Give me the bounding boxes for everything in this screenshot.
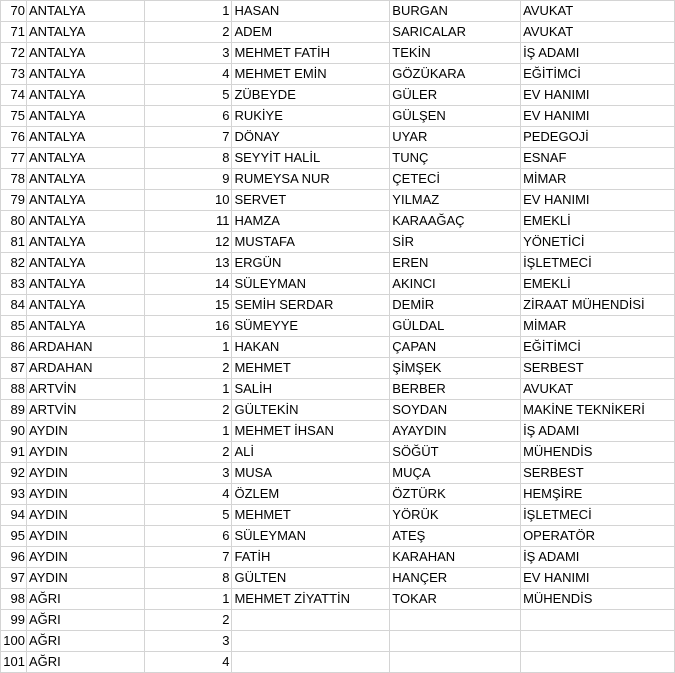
- city-cell[interactable]: ANTALYA: [26, 211, 144, 232]
- table-row: [1, 295, 675, 316]
- row-number-cell[interactable]: 76: [1, 127, 27, 148]
- last-name-cell[interactable]: BERBER: [390, 379, 521, 400]
- occupation-cell[interactable]: İŞLETMECİ: [521, 253, 675, 274]
- sequence-cell[interactable]: 1: [144, 421, 232, 442]
- first-name-cell[interactable]: MEHMET İHSAN: [232, 421, 390, 442]
- last-name-cell[interactable]: ATEŞ: [390, 526, 521, 547]
- occupation-cell[interactable]: MAKİNE TEKNİKERİ: [521, 400, 675, 421]
- occupation-cell[interactable]: OPERATÖR: [521, 526, 675, 547]
- last-name-cell[interactable]: [390, 631, 521, 652]
- occupation-cell[interactable]: EMEKLİ: [521, 211, 675, 232]
- city-cell[interactable]: AYDIN: [26, 463, 144, 484]
- occupation-cell[interactable]: AVUKAT: [521, 379, 675, 400]
- row-number-cell[interactable]: 85: [1, 316, 27, 337]
- table-row: [1, 190, 675, 211]
- city-cell[interactable]: AĞRI: [26, 631, 144, 652]
- table-row: [1, 379, 675, 400]
- sequence-cell[interactable]: 4: [144, 64, 232, 85]
- first-name-cell[interactable]: [232, 652, 390, 673]
- sequence-cell[interactable]: 2: [144, 442, 232, 463]
- first-name-cell[interactable]: MUSTAFA: [232, 232, 390, 253]
- first-name-cell[interactable]: SEYYİT HALİL: [232, 148, 390, 169]
- first-name-cell[interactable]: RUKİYE: [232, 106, 390, 127]
- sequence-cell[interactable]: 16: [144, 316, 232, 337]
- first-name-cell[interactable]: SEMİH SERDAR: [232, 295, 390, 316]
- row-number-cell[interactable]: 80: [1, 211, 27, 232]
- first-name-cell[interactable]: SALİH: [232, 379, 390, 400]
- city-cell[interactable]: ARDAHAN: [26, 358, 144, 379]
- occupation-cell[interactable]: MİMAR: [521, 316, 675, 337]
- first-name-cell[interactable]: HASAN: [232, 1, 390, 22]
- last-name-cell[interactable]: KARAHAN: [390, 547, 521, 568]
- city-cell[interactable]: ANTALYA: [26, 148, 144, 169]
- last-name-cell[interactable]: SOYDAN: [390, 400, 521, 421]
- sequence-cell[interactable]: 5: [144, 505, 232, 526]
- last-name-cell[interactable]: ÇETECİ: [390, 169, 521, 190]
- row-number-cell[interactable]: 78: [1, 169, 27, 190]
- occupation-cell[interactable]: [521, 652, 675, 673]
- occupation-cell[interactable]: [521, 631, 675, 652]
- table-row: [1, 127, 675, 148]
- last-name-cell[interactable]: SİR: [390, 232, 521, 253]
- last-name-cell[interactable]: SARICALAR: [390, 22, 521, 43]
- sequence-cell[interactable]: 11: [144, 211, 232, 232]
- sequence-cell[interactable]: 10: [144, 190, 232, 211]
- city-cell[interactable]: AYDIN: [26, 484, 144, 505]
- occupation-cell[interactable]: EMEKLİ: [521, 274, 675, 295]
- occupation-cell[interactable]: İŞ ADAMI: [521, 547, 675, 568]
- row-number-cell[interactable]: 84: [1, 295, 27, 316]
- city-cell[interactable]: ANTALYA: [26, 295, 144, 316]
- occupation-cell[interactable]: HEMŞİRE: [521, 484, 675, 505]
- occupation-cell[interactable]: EV HANIMI: [521, 568, 675, 589]
- row-number-cell[interactable]: 95: [1, 526, 27, 547]
- last-name-cell[interactable]: [390, 652, 521, 673]
- city-cell[interactable]: ANTALYA: [26, 43, 144, 64]
- last-name-cell[interactable]: TOKAR: [390, 589, 521, 610]
- row-number-cell[interactable]: 89: [1, 400, 27, 421]
- city-cell[interactable]: ANTALYA: [26, 127, 144, 148]
- sequence-cell[interactable]: 14: [144, 274, 232, 295]
- first-name-cell[interactable]: MEHMET: [232, 505, 390, 526]
- occupation-cell[interactable]: AVUKAT: [521, 1, 675, 22]
- city-cell[interactable]: ANTALYA: [26, 64, 144, 85]
- table-row: [1, 43, 675, 64]
- table-row: [1, 64, 675, 85]
- last-name-cell[interactable]: TEKİN: [390, 43, 521, 64]
- last-name-cell[interactable]: GÜLDAL: [390, 316, 521, 337]
- city-cell[interactable]: ANTALYA: [26, 106, 144, 127]
- city-cell[interactable]: ANTALYA: [26, 253, 144, 274]
- last-name-cell[interactable]: ÇAPAN: [390, 337, 521, 358]
- row-number-cell[interactable]: 77: [1, 148, 27, 169]
- first-name-cell[interactable]: MEHMET EMİN: [232, 64, 390, 85]
- first-name-cell[interactable]: ALİ: [232, 442, 390, 463]
- last-name-cell[interactable]: SÖĞÜT: [390, 442, 521, 463]
- city-cell[interactable]: ANTALYA: [26, 232, 144, 253]
- last-name-cell[interactable]: ÖZTÜRK: [390, 484, 521, 505]
- occupation-cell[interactable]: EV HANIMI: [521, 190, 675, 211]
- sequence-cell[interactable]: 8: [144, 568, 232, 589]
- row-number-cell[interactable]: 70: [1, 1, 27, 22]
- sequence-cell[interactable]: 15: [144, 295, 232, 316]
- sequence-cell[interactable]: 8: [144, 148, 232, 169]
- sequence-cell[interactable]: 3: [144, 43, 232, 64]
- occupation-cell[interactable]: PEDEGOJİ: [521, 127, 675, 148]
- city-cell[interactable]: AĞRI: [26, 589, 144, 610]
- last-name-cell[interactable]: GÖZÜKARA: [390, 64, 521, 85]
- last-name-cell[interactable]: TUNÇ: [390, 148, 521, 169]
- sequence-cell[interactable]: 1: [144, 1, 232, 22]
- first-name-cell[interactable]: SÜLEYMAN: [232, 274, 390, 295]
- table-row: [1, 589, 675, 610]
- last-name-cell[interactable]: EREN: [390, 253, 521, 274]
- city-cell[interactable]: ANTALYA: [26, 169, 144, 190]
- row-number-cell[interactable]: 87: [1, 358, 27, 379]
- first-name-cell[interactable]: FATİH: [232, 547, 390, 568]
- first-name-cell[interactable]: ZÜBEYDE: [232, 85, 390, 106]
- row-number-cell[interactable]: 74: [1, 85, 27, 106]
- sequence-cell[interactable]: 2: [144, 400, 232, 421]
- table-row: [1, 484, 675, 505]
- city-cell[interactable]: AYDIN: [26, 568, 144, 589]
- city-cell[interactable]: ARTVİN: [26, 400, 144, 421]
- table-row: [1, 169, 675, 190]
- city-cell[interactable]: AĞRI: [26, 610, 144, 631]
- table-row: [1, 652, 675, 673]
- row-number-cell[interactable]: 101: [1, 652, 27, 673]
- occupation-cell[interactable]: YÖNETİCİ: [521, 232, 675, 253]
- last-name-cell[interactable]: KARAAĞAÇ: [390, 211, 521, 232]
- first-name-cell[interactable]: MEHMET FATİH: [232, 43, 390, 64]
- table-row: [1, 631, 675, 652]
- city-cell[interactable]: ARTVİN: [26, 379, 144, 400]
- row-number-cell[interactable]: 86: [1, 337, 27, 358]
- first-name-cell[interactable]: MEHMET: [232, 358, 390, 379]
- first-name-cell[interactable]: MUSA: [232, 463, 390, 484]
- row-number-cell[interactable]: 99: [1, 610, 27, 631]
- occupation-cell[interactable]: ESNAF: [521, 148, 675, 169]
- table-row: [1, 337, 675, 358]
- last-name-cell[interactable]: AKINCI: [390, 274, 521, 295]
- last-name-cell[interactable]: YÖRÜK: [390, 505, 521, 526]
- last-name-cell[interactable]: HANÇER: [390, 568, 521, 589]
- last-name-cell[interactable]: BURGAN: [390, 1, 521, 22]
- sequence-cell[interactable]: 7: [144, 127, 232, 148]
- table-row: [1, 85, 675, 106]
- row-number-cell[interactable]: 97: [1, 568, 27, 589]
- sequence-cell[interactable]: 12: [144, 232, 232, 253]
- table-row: [1, 358, 675, 379]
- last-name-cell[interactable]: YILMAZ: [390, 190, 521, 211]
- sequence-cell[interactable]: 1: [144, 589, 232, 610]
- table-row: [1, 232, 675, 253]
- row-number-cell[interactable]: 72: [1, 43, 27, 64]
- city-cell[interactable]: ANTALYA: [26, 1, 144, 22]
- sequence-cell[interactable]: 3: [144, 463, 232, 484]
- first-name-cell[interactable]: ÖZLEM: [232, 484, 390, 505]
- row-number-cell[interactable]: 92: [1, 463, 27, 484]
- occupation-cell[interactable]: SERBEST: [521, 358, 675, 379]
- row-number-cell[interactable]: 94: [1, 505, 27, 526]
- city-cell[interactable]: AYDIN: [26, 547, 144, 568]
- table-row: [1, 547, 675, 568]
- sequence-cell[interactable]: 2: [144, 22, 232, 43]
- occupation-cell[interactable]: MÜHENDİS: [521, 589, 675, 610]
- city-cell[interactable]: AYDIN: [26, 505, 144, 526]
- table-row: [1, 568, 675, 589]
- city-cell[interactable]: ANTALYA: [26, 22, 144, 43]
- table-row: [1, 148, 675, 169]
- row-number-cell[interactable]: 93: [1, 484, 27, 505]
- sequence-cell[interactable]: 9: [144, 169, 232, 190]
- last-name-cell[interactable]: UYAR: [390, 127, 521, 148]
- first-name-cell[interactable]: MEHMET ZİYATTİN: [232, 589, 390, 610]
- sequence-cell[interactable]: 13: [144, 253, 232, 274]
- row-number-cell[interactable]: 90: [1, 421, 27, 442]
- city-cell[interactable]: ARDAHAN: [26, 337, 144, 358]
- table-row: [1, 421, 675, 442]
- first-name-cell[interactable]: HAMZA: [232, 211, 390, 232]
- occupation-cell[interactable]: EĞİTİMCİ: [521, 64, 675, 85]
- table-row: [1, 610, 675, 631]
- first-name-cell[interactable]: ERGÜN: [232, 253, 390, 274]
- sequence-cell[interactable]: 1: [144, 337, 232, 358]
- occupation-cell[interactable]: ZİRAAT MÜHENDİSİ: [521, 295, 675, 316]
- last-name-cell[interactable]: AYAYDIN: [390, 421, 521, 442]
- row-number-cell[interactable]: 100: [1, 631, 27, 652]
- occupation-cell[interactable]: EĞİTİMCİ: [521, 337, 675, 358]
- occupation-cell[interactable]: SERBEST: [521, 463, 675, 484]
- occupation-cell[interactable]: İŞ ADAMI: [521, 421, 675, 442]
- table-row: [1, 1, 675, 22]
- row-number-cell[interactable]: 79: [1, 190, 27, 211]
- occupation-cell[interactable]: AVUKAT: [521, 22, 675, 43]
- last-name-cell[interactable]: ŞİMŞEK: [390, 358, 521, 379]
- sequence-cell[interactable]: 7: [144, 547, 232, 568]
- row-number-cell[interactable]: 98: [1, 589, 27, 610]
- sequence-cell[interactable]: 1: [144, 379, 232, 400]
- occupation-cell[interactable]: İŞLETMECİ: [521, 505, 675, 526]
- row-number-cell[interactable]: 81: [1, 232, 27, 253]
- table-row: [1, 505, 675, 526]
- sequence-cell[interactable]: 2: [144, 358, 232, 379]
- table-row: [1, 463, 675, 484]
- last-name-cell[interactable]: GÜLER: [390, 85, 521, 106]
- city-cell[interactable]: AYDIN: [26, 421, 144, 442]
- table-row: [1, 400, 675, 421]
- first-name-cell[interactable]: [232, 631, 390, 652]
- sequence-cell[interactable]: 2: [144, 610, 232, 631]
- first-name-cell[interactable]: ADEM: [232, 22, 390, 43]
- last-name-cell[interactable]: DEMİR: [390, 295, 521, 316]
- first-name-cell[interactable]: DÖNAY: [232, 127, 390, 148]
- sequence-cell[interactable]: 4: [144, 652, 232, 673]
- occupation-cell[interactable]: EV HANIMI: [521, 106, 675, 127]
- city-cell[interactable]: AYDIN: [26, 526, 144, 547]
- occupation-cell[interactable]: EV HANIMI: [521, 85, 675, 106]
- table-row: [1, 526, 675, 547]
- first-name-cell[interactable]: SERVET: [232, 190, 390, 211]
- first-name-cell[interactable]: [232, 610, 390, 631]
- first-name-cell[interactable]: SÜLEYMAN: [232, 526, 390, 547]
- row-number-cell[interactable]: 91: [1, 442, 27, 463]
- city-cell[interactable]: ANTALYA: [26, 85, 144, 106]
- occupation-cell[interactable]: MÜHENDİS: [521, 442, 675, 463]
- row-number-cell[interactable]: 88: [1, 379, 27, 400]
- table-row: [1, 274, 675, 295]
- last-name-cell[interactable]: GÜLŞEN: [390, 106, 521, 127]
- city-cell[interactable]: AĞRI: [26, 652, 144, 673]
- row-number-cell[interactable]: 82: [1, 253, 27, 274]
- first-name-cell[interactable]: GÜLTEN: [232, 568, 390, 589]
- sequence-cell[interactable]: 6: [144, 526, 232, 547]
- first-name-cell[interactable]: GÜLTEKİN: [232, 400, 390, 421]
- first-name-cell[interactable]: SÜMEYYE: [232, 316, 390, 337]
- sequence-cell[interactable]: 5: [144, 85, 232, 106]
- city-cell[interactable]: ANTALYA: [26, 274, 144, 295]
- table-row: [1, 316, 675, 337]
- row-number-cell[interactable]: 96: [1, 547, 27, 568]
- table-row: [1, 211, 675, 232]
- row-number-cell[interactable]: 83: [1, 274, 27, 295]
- table-row: [1, 22, 675, 43]
- occupation-cell[interactable]: [521, 610, 675, 631]
- occupation-cell[interactable]: MİMAR: [521, 169, 675, 190]
- last-name-cell[interactable]: [390, 610, 521, 631]
- city-cell[interactable]: ANTALYA: [26, 316, 144, 337]
- sequence-cell[interactable]: 6: [144, 106, 232, 127]
- sequence-cell[interactable]: 3: [144, 631, 232, 652]
- occupation-cell[interactable]: İŞ ADAMI: [521, 43, 675, 64]
- table-row: [1, 253, 675, 274]
- row-number-cell[interactable]: 71: [1, 22, 27, 43]
- city-cell[interactable]: ANTALYA: [26, 190, 144, 211]
- last-name-cell[interactable]: MUÇA: [390, 463, 521, 484]
- city-cell[interactable]: AYDIN: [26, 442, 144, 463]
- row-number-cell[interactable]: 73: [1, 64, 27, 85]
- spreadsheet-body: [1, 1, 675, 673]
- first-name-cell[interactable]: RUMEYSA NUR: [232, 169, 390, 190]
- table-row: [1, 106, 675, 127]
- sequence-cell[interactable]: 4: [144, 484, 232, 505]
- row-number-cell[interactable]: 75: [1, 106, 27, 127]
- first-name-cell[interactable]: HAKAN: [232, 337, 390, 358]
- table-row: [1, 442, 675, 463]
